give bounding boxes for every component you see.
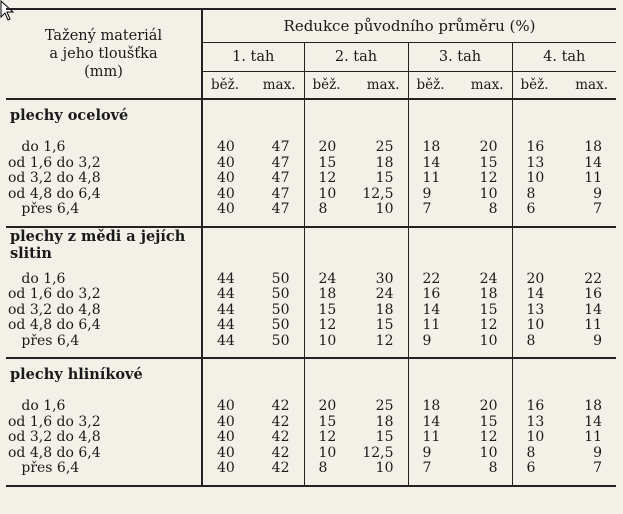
value-bez: 7	[422, 460, 432, 477]
spacer-cell	[512, 218, 616, 227]
value-cell	[512, 399, 616, 415]
thickness-label: od 1,6 do 3,2	[8, 154, 101, 171]
value-bez: 13	[526, 301, 545, 318]
value-cell	[512, 187, 616, 203]
thickness-label: přes 6,4	[8, 332, 80, 349]
tah-header-3: 3. tah	[408, 43, 512, 72]
value-max: 8	[488, 201, 498, 218]
table-row	[6, 202, 616, 218]
spacer-cell	[6, 218, 202, 227]
value-max: 11	[584, 317, 603, 334]
sub-bez: běž.	[211, 77, 240, 93]
value-bez: 14	[422, 154, 441, 171]
value-bez: 40	[217, 413, 235, 430]
value-cell	[408, 430, 512, 446]
value-cell	[304, 318, 408, 334]
value-cell	[512, 140, 616, 156]
spacer-cell	[512, 262, 616, 272]
spacer-cell	[512, 349, 616, 358]
value-max: 8	[488, 460, 498, 477]
value-cell	[202, 156, 304, 172]
thickness-label: do 1,6	[8, 270, 66, 287]
value-cell	[512, 272, 616, 288]
value-max: 9	[593, 185, 603, 202]
table-row	[6, 430, 616, 446]
value-cell	[202, 399, 304, 415]
value-max: 47	[271, 154, 290, 171]
value-max: 7	[593, 201, 603, 218]
value-bez: 24	[318, 270, 337, 287]
value-cell	[202, 415, 304, 431]
subheader-3	[408, 72, 512, 100]
value-bez: 13	[526, 413, 545, 430]
empty-cell	[202, 358, 304, 389]
value-max: 15	[479, 301, 498, 318]
value-cell	[304, 334, 408, 350]
value-max: 47	[271, 170, 290, 187]
value-cell	[512, 156, 616, 172]
value-cell	[408, 318, 512, 334]
subheader-2	[304, 72, 408, 100]
value-max: 12	[375, 332, 394, 349]
value-cell	[408, 303, 512, 319]
value-bez: 18	[422, 398, 441, 415]
value-cell	[304, 399, 408, 415]
empty-cell	[202, 99, 304, 130]
value-max: 14	[584, 154, 603, 171]
value-max: 50	[271, 317, 290, 334]
table-row	[6, 171, 616, 187]
value-cell	[512, 430, 616, 446]
table-row	[6, 287, 616, 303]
value-bez: 44	[217, 317, 235, 334]
spacer-cell	[408, 349, 512, 358]
value-max: 14	[584, 301, 603, 318]
value-max: 25	[375, 139, 394, 156]
value-bez: 10	[526, 170, 545, 187]
value-max: 15	[479, 154, 498, 171]
value-max: 12,5	[362, 185, 394, 202]
spacer-cell	[6, 477, 202, 486]
value-cell	[202, 303, 304, 319]
value-cell	[304, 140, 408, 156]
value-cell	[512, 446, 616, 462]
tah-header-1: 1. tah	[202, 43, 304, 72]
spacer-cell	[408, 218, 512, 227]
value-bez: 12	[318, 429, 337, 446]
value-max: 42	[271, 444, 290, 461]
value-max: 14	[584, 413, 603, 430]
value-bez: 40	[217, 139, 235, 156]
sub-bez: běž.	[312, 77, 341, 93]
value-max: 12	[479, 317, 498, 334]
header-line-3: (mm)	[84, 64, 123, 80]
value-max: 12,5	[362, 444, 394, 461]
value-bez: 40	[217, 398, 235, 415]
table-row	[6, 156, 616, 172]
value-bez: 40	[217, 154, 235, 171]
value-bez: 10	[526, 429, 545, 446]
value-max: 42	[271, 413, 290, 430]
value-bez: 18	[318, 286, 337, 303]
value-max: 24	[479, 270, 498, 287]
sub-max: max.	[262, 77, 296, 93]
value-bez: 40	[217, 185, 235, 202]
value-cell	[408, 334, 512, 350]
value-max: 22	[584, 270, 603, 287]
value-cell	[202, 140, 304, 156]
value-bez: 9	[422, 444, 432, 461]
value-max: 20	[479, 398, 498, 415]
value-bez: 9	[422, 185, 432, 202]
value-cell	[408, 461, 512, 477]
value-cell	[408, 202, 512, 218]
value-cell	[202, 287, 304, 303]
value-max: 7	[593, 460, 603, 477]
value-max: 42	[271, 460, 290, 477]
value-bez: 11	[422, 317, 441, 334]
value-bez: 44	[217, 301, 235, 318]
table-row	[6, 272, 616, 288]
spacer-cell	[304, 262, 408, 272]
value-max: 47	[271, 201, 290, 218]
header-line-1: Tažený materiál	[44, 28, 163, 44]
value-bez: 20	[318, 139, 337, 156]
value-bez: 20	[526, 270, 545, 287]
value-cell	[512, 287, 616, 303]
table-row	[6, 399, 616, 415]
thickness-label: od 4,8 do 6,4	[8, 317, 101, 334]
value-bez: 13	[526, 154, 545, 171]
table-row	[6, 334, 616, 350]
value-max: 20	[479, 139, 498, 156]
value-max: 11	[584, 429, 603, 446]
table-row	[6, 187, 616, 203]
table-row	[6, 415, 616, 431]
value-bez: 15	[318, 413, 337, 430]
value-cell	[304, 171, 408, 187]
thickness-label: od 1,6 do 3,2	[8, 413, 101, 430]
value-cell	[202, 446, 304, 462]
value-max: 12	[479, 170, 498, 187]
value-cell	[202, 187, 304, 203]
value-bez: 9	[422, 332, 432, 349]
value-cell	[202, 318, 304, 334]
empty-cell	[304, 227, 408, 262]
value-max: 50	[271, 286, 290, 303]
value-bez: 44	[217, 286, 235, 303]
value-cell	[408, 156, 512, 172]
value-cell	[512, 303, 616, 319]
empty-cell	[408, 358, 512, 389]
value-max: 15	[375, 429, 394, 446]
value-max: 50	[271, 332, 290, 349]
value-max: 9	[593, 332, 603, 349]
value-bez: 6	[526, 201, 536, 218]
value-bez: 40	[217, 201, 235, 218]
value-cell	[304, 415, 408, 431]
reduction-table	[6, 8, 616, 487]
table-row	[6, 140, 616, 156]
spacer-cell	[408, 262, 512, 272]
value-bez: 11	[422, 170, 441, 187]
spacer-cell	[202, 477, 304, 486]
value-cell	[512, 202, 616, 218]
material-thickness-header	[6, 9, 202, 99]
section-title: plechy ocelové	[10, 106, 129, 124]
value-bez: 20	[318, 398, 337, 415]
value-cell	[202, 202, 304, 218]
sub-max: max.	[575, 77, 609, 93]
value-cell	[512, 171, 616, 187]
section-title: plechy z mědi a jejích slitin	[6, 227, 202, 262]
value-bez: 22	[422, 270, 441, 287]
value-cell	[202, 461, 304, 477]
value-bez: 15	[318, 154, 337, 171]
empty-cell	[408, 227, 512, 262]
value-max: 18	[375, 413, 394, 430]
empty-cell	[512, 358, 616, 389]
spacer-cell	[202, 349, 304, 358]
spacer-cell	[202, 262, 304, 272]
empty-cell	[304, 99, 408, 130]
empty-cell	[304, 358, 408, 389]
spacer-cell	[304, 218, 408, 227]
value-bez: 8	[526, 332, 536, 349]
value-bez: 11	[422, 429, 441, 446]
value-max: 42	[271, 429, 290, 446]
reduction-title: Redukce původního průměru (%)	[202, 9, 616, 43]
tah-header-2: 2. tah	[304, 43, 408, 72]
value-cell	[408, 446, 512, 462]
value-bez: 14	[526, 286, 545, 303]
value-cell	[408, 415, 512, 431]
value-bez: 14	[422, 413, 441, 430]
value-bez: 44	[217, 332, 235, 349]
thickness-label: do 1,6	[8, 139, 66, 156]
value-bez: 44	[217, 270, 235, 287]
value-cell	[512, 334, 616, 350]
thickness-label: od 4,8 do 6,4	[8, 444, 101, 461]
header-line-2: a jeho tloušťka	[49, 46, 158, 62]
value-cell	[408, 140, 512, 156]
value-bez: 40	[217, 444, 235, 461]
section-title: plechy hliníkové	[6, 358, 202, 389]
sub-max: max.	[366, 77, 400, 93]
value-bez: 40	[217, 460, 235, 477]
value-cell	[408, 187, 512, 203]
value-max: 18	[479, 286, 498, 303]
value-max: 25	[375, 398, 394, 415]
value-max: 15	[375, 317, 394, 334]
subheader-4	[512, 72, 616, 100]
value-cell	[304, 187, 408, 203]
thickness-label: od 3,2 do 4,8	[8, 429, 101, 446]
empty-cell	[512, 99, 616, 130]
thickness-label: přes 6,4	[8, 201, 80, 218]
value-max: 11	[584, 170, 603, 187]
sub-bez: běž.	[416, 77, 445, 93]
value-max: 30	[375, 270, 394, 287]
value-max: 10	[479, 444, 498, 461]
value-cell	[202, 272, 304, 288]
table-row	[6, 461, 616, 477]
sub-max: max.	[470, 77, 504, 93]
value-bez: 16	[526, 398, 545, 415]
value-max: 18	[584, 398, 603, 415]
value-max: 15	[375, 170, 394, 187]
tah-header-4: 4. tah	[512, 43, 616, 72]
value-cell	[512, 415, 616, 431]
value-max: 47	[271, 185, 290, 202]
value-cell	[408, 272, 512, 288]
value-cell	[304, 156, 408, 172]
value-cell	[202, 171, 304, 187]
value-cell	[408, 287, 512, 303]
value-max: 10	[479, 332, 498, 349]
value-bez: 16	[422, 286, 441, 303]
empty-cell	[408, 99, 512, 130]
value-max: 18	[584, 139, 603, 156]
value-max: 15	[479, 413, 498, 430]
value-cell	[512, 461, 616, 477]
table-row	[6, 318, 616, 334]
value-max: 16	[584, 286, 603, 303]
value-bez: 7	[422, 201, 432, 218]
value-cell	[512, 318, 616, 334]
value-max: 42	[271, 398, 290, 415]
value-cell	[202, 430, 304, 446]
value-max: 10	[375, 201, 394, 218]
value-bez: 10	[318, 185, 337, 202]
value-max: 50	[271, 301, 290, 318]
value-bez: 16	[526, 139, 545, 156]
value-max: 9	[593, 444, 603, 461]
value-cell	[304, 272, 408, 288]
value-cell	[304, 303, 408, 319]
table-row	[6, 446, 616, 462]
thickness-label: přes 6,4	[8, 460, 80, 477]
value-max: 47	[271, 139, 290, 156]
value-bez: 10	[318, 332, 337, 349]
value-bez: 12	[318, 317, 337, 334]
value-bez: 40	[217, 170, 235, 187]
value-bez: 18	[422, 139, 441, 156]
value-max: 18	[375, 301, 394, 318]
thickness-label: od 1,6 do 3,2	[8, 286, 101, 303]
value-cell	[304, 446, 408, 462]
spacer-cell	[512, 477, 616, 486]
empty-cell	[202, 227, 304, 262]
value-bez: 10	[526, 317, 545, 334]
thickness-label: od 3,2 do 4,8	[8, 301, 101, 318]
value-bez: 14	[422, 301, 441, 318]
value-bez: 6	[526, 460, 536, 477]
value-max: 50	[271, 270, 290, 287]
value-bez: 10	[318, 444, 337, 461]
value-cell	[408, 171, 512, 187]
value-bez: 8	[318, 201, 328, 218]
thickness-label: od 3,2 do 4,8	[8, 170, 101, 187]
value-max: 10	[479, 185, 498, 202]
value-max: 18	[375, 154, 394, 171]
spacer-cell	[6, 262, 202, 272]
value-bez: 15	[318, 301, 337, 318]
sub-bez: běž.	[520, 77, 549, 93]
value-bez: 8	[318, 460, 328, 477]
spacer-cell	[304, 477, 408, 486]
value-max: 12	[479, 429, 498, 446]
value-cell	[304, 461, 408, 477]
value-bez: 8	[526, 444, 536, 461]
thickness-label: od 4,8 do 6,4	[8, 185, 101, 202]
value-max: 10	[375, 460, 394, 477]
empty-cell	[512, 227, 616, 262]
spacer-cell	[202, 218, 304, 227]
value-cell	[304, 287, 408, 303]
value-cell	[304, 202, 408, 218]
value-cell	[202, 334, 304, 350]
value-cell	[408, 399, 512, 415]
value-bez: 8	[526, 185, 536, 202]
spacer-cell	[304, 349, 408, 358]
subheader-1	[202, 72, 304, 100]
spacer-cell	[6, 349, 202, 358]
value-bez: 40	[217, 429, 235, 446]
value-bez: 12	[318, 170, 337, 187]
table-row	[6, 303, 616, 319]
spacer-cell	[408, 477, 512, 486]
value-max: 24	[375, 286, 394, 303]
thickness-label: do 1,6	[8, 398, 66, 415]
value-cell	[304, 430, 408, 446]
